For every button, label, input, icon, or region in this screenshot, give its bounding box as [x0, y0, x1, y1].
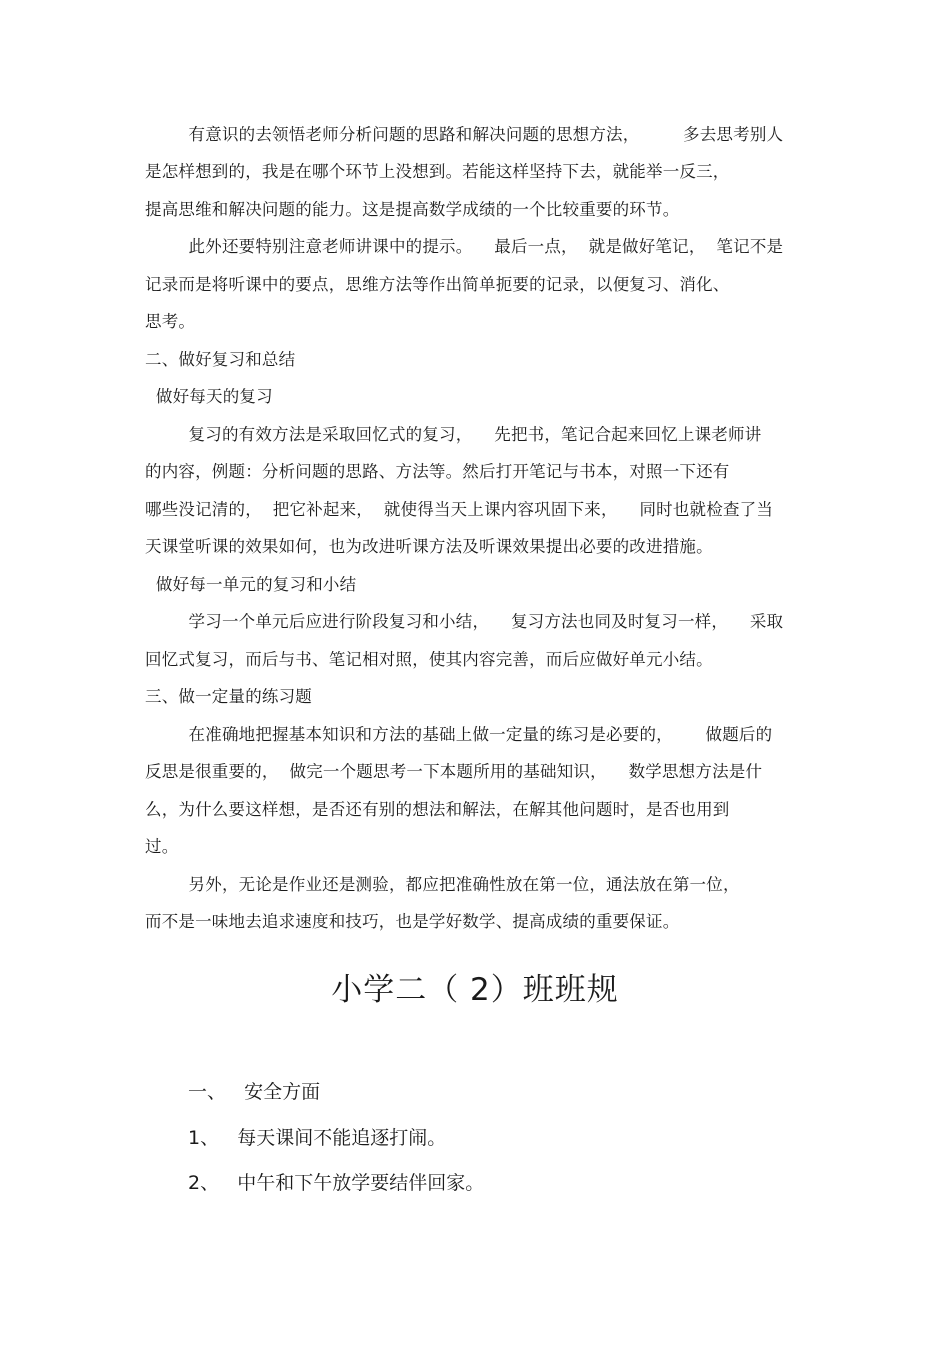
section-heading-exercises: 三、做一定量的练习题 — [145, 687, 312, 706]
body-line-9: 复习的有效方法是采取回忆式的复习， 先把书，笔记合起来回忆上课老师讲 — [145, 425, 762, 444]
page-title: 小学二（ 2）班班规 — [331, 972, 619, 1008]
body-line-12: 天课堂听课的效果如何，也为改进听课方法及听课效果提出必要的改进措施。 — [145, 537, 713, 556]
body-line-20: 过。 — [145, 837, 179, 856]
body-line-17: 在准确地把握基本知识和方法的基础上做一定量的练习是必要的， 做题后的 — [145, 725, 773, 744]
subheading-unit-review: 做好每一单元的复习和小结 — [145, 575, 357, 594]
body-line-22: 而不是一味地去追求速度和技巧，也是学好数学、提高成绩的重要保证。 — [145, 912, 680, 931]
body-line-6: 思考。 — [145, 312, 196, 331]
body-line-14: 学习一个单元后应进行阶段复习和小结， 复习方法也同及时复习一样， 采取 — [145, 612, 784, 631]
body-line-4: 此外还要特别注意老师讲课中的提示。 最后一点， 就是做好笔记， 笔记不是 — [145, 237, 784, 256]
body-line-15: 回忆式复习，而后与书、笔记相对照，使其内容完善，而后应做好单元小结。 — [145, 650, 713, 669]
body-line-3: 提高思维和解决问题的能力。这是提高数学成绩的一个比较重要的环节。 — [145, 200, 680, 219]
body-line-18: 反思是很重要的， 做完一个题思考一下本题所用的基础知识， 数学思想方法是什 — [145, 762, 763, 781]
body-line-11: 哪些没记清的， 把它补起来， 就使得当天上课内容巩固下来， 同时也就检查了当 — [145, 500, 774, 519]
rule-item: 2、 中午和下午放学要结伴回家。 — [188, 1172, 485, 1194]
subheading-daily-review: 做好每天的复习 — [145, 387, 273, 406]
body-line-10: 的内容，例题：分析问题的思路、方法等。然后打开笔记与书本，对照一下还有 — [145, 462, 730, 481]
body-line-2: 是怎样想到的，我是在哪个环节上没想到。若能这样坚持下去，就能举一反三， — [145, 162, 730, 181]
body-line-5: 记录而是将听课中的要点，思维方法等作出简单扼要的记录，以便复习、消化、 — [145, 275, 730, 294]
body-line-21: 另外，无论是作业还是测验，都应把准确性放在第一位，通法放在第一位， — [145, 875, 740, 894]
rules-section-heading: 一、 安全方面 — [188, 1081, 321, 1103]
rule-item: 1、 每天课间不能追逐打闹。 — [188, 1127, 447, 1149]
body-line-1: 有意识的去领悟老师分析问题的思路和解决问题的思想方法， 多去思考别人 — [145, 125, 784, 144]
section-heading-review: 二、做好复习和总结 — [145, 350, 296, 369]
body-line-19: 么，为什么要这样想，是否还有别的想法和解法，在解其他问题时，是否也用到 — [145, 800, 730, 819]
